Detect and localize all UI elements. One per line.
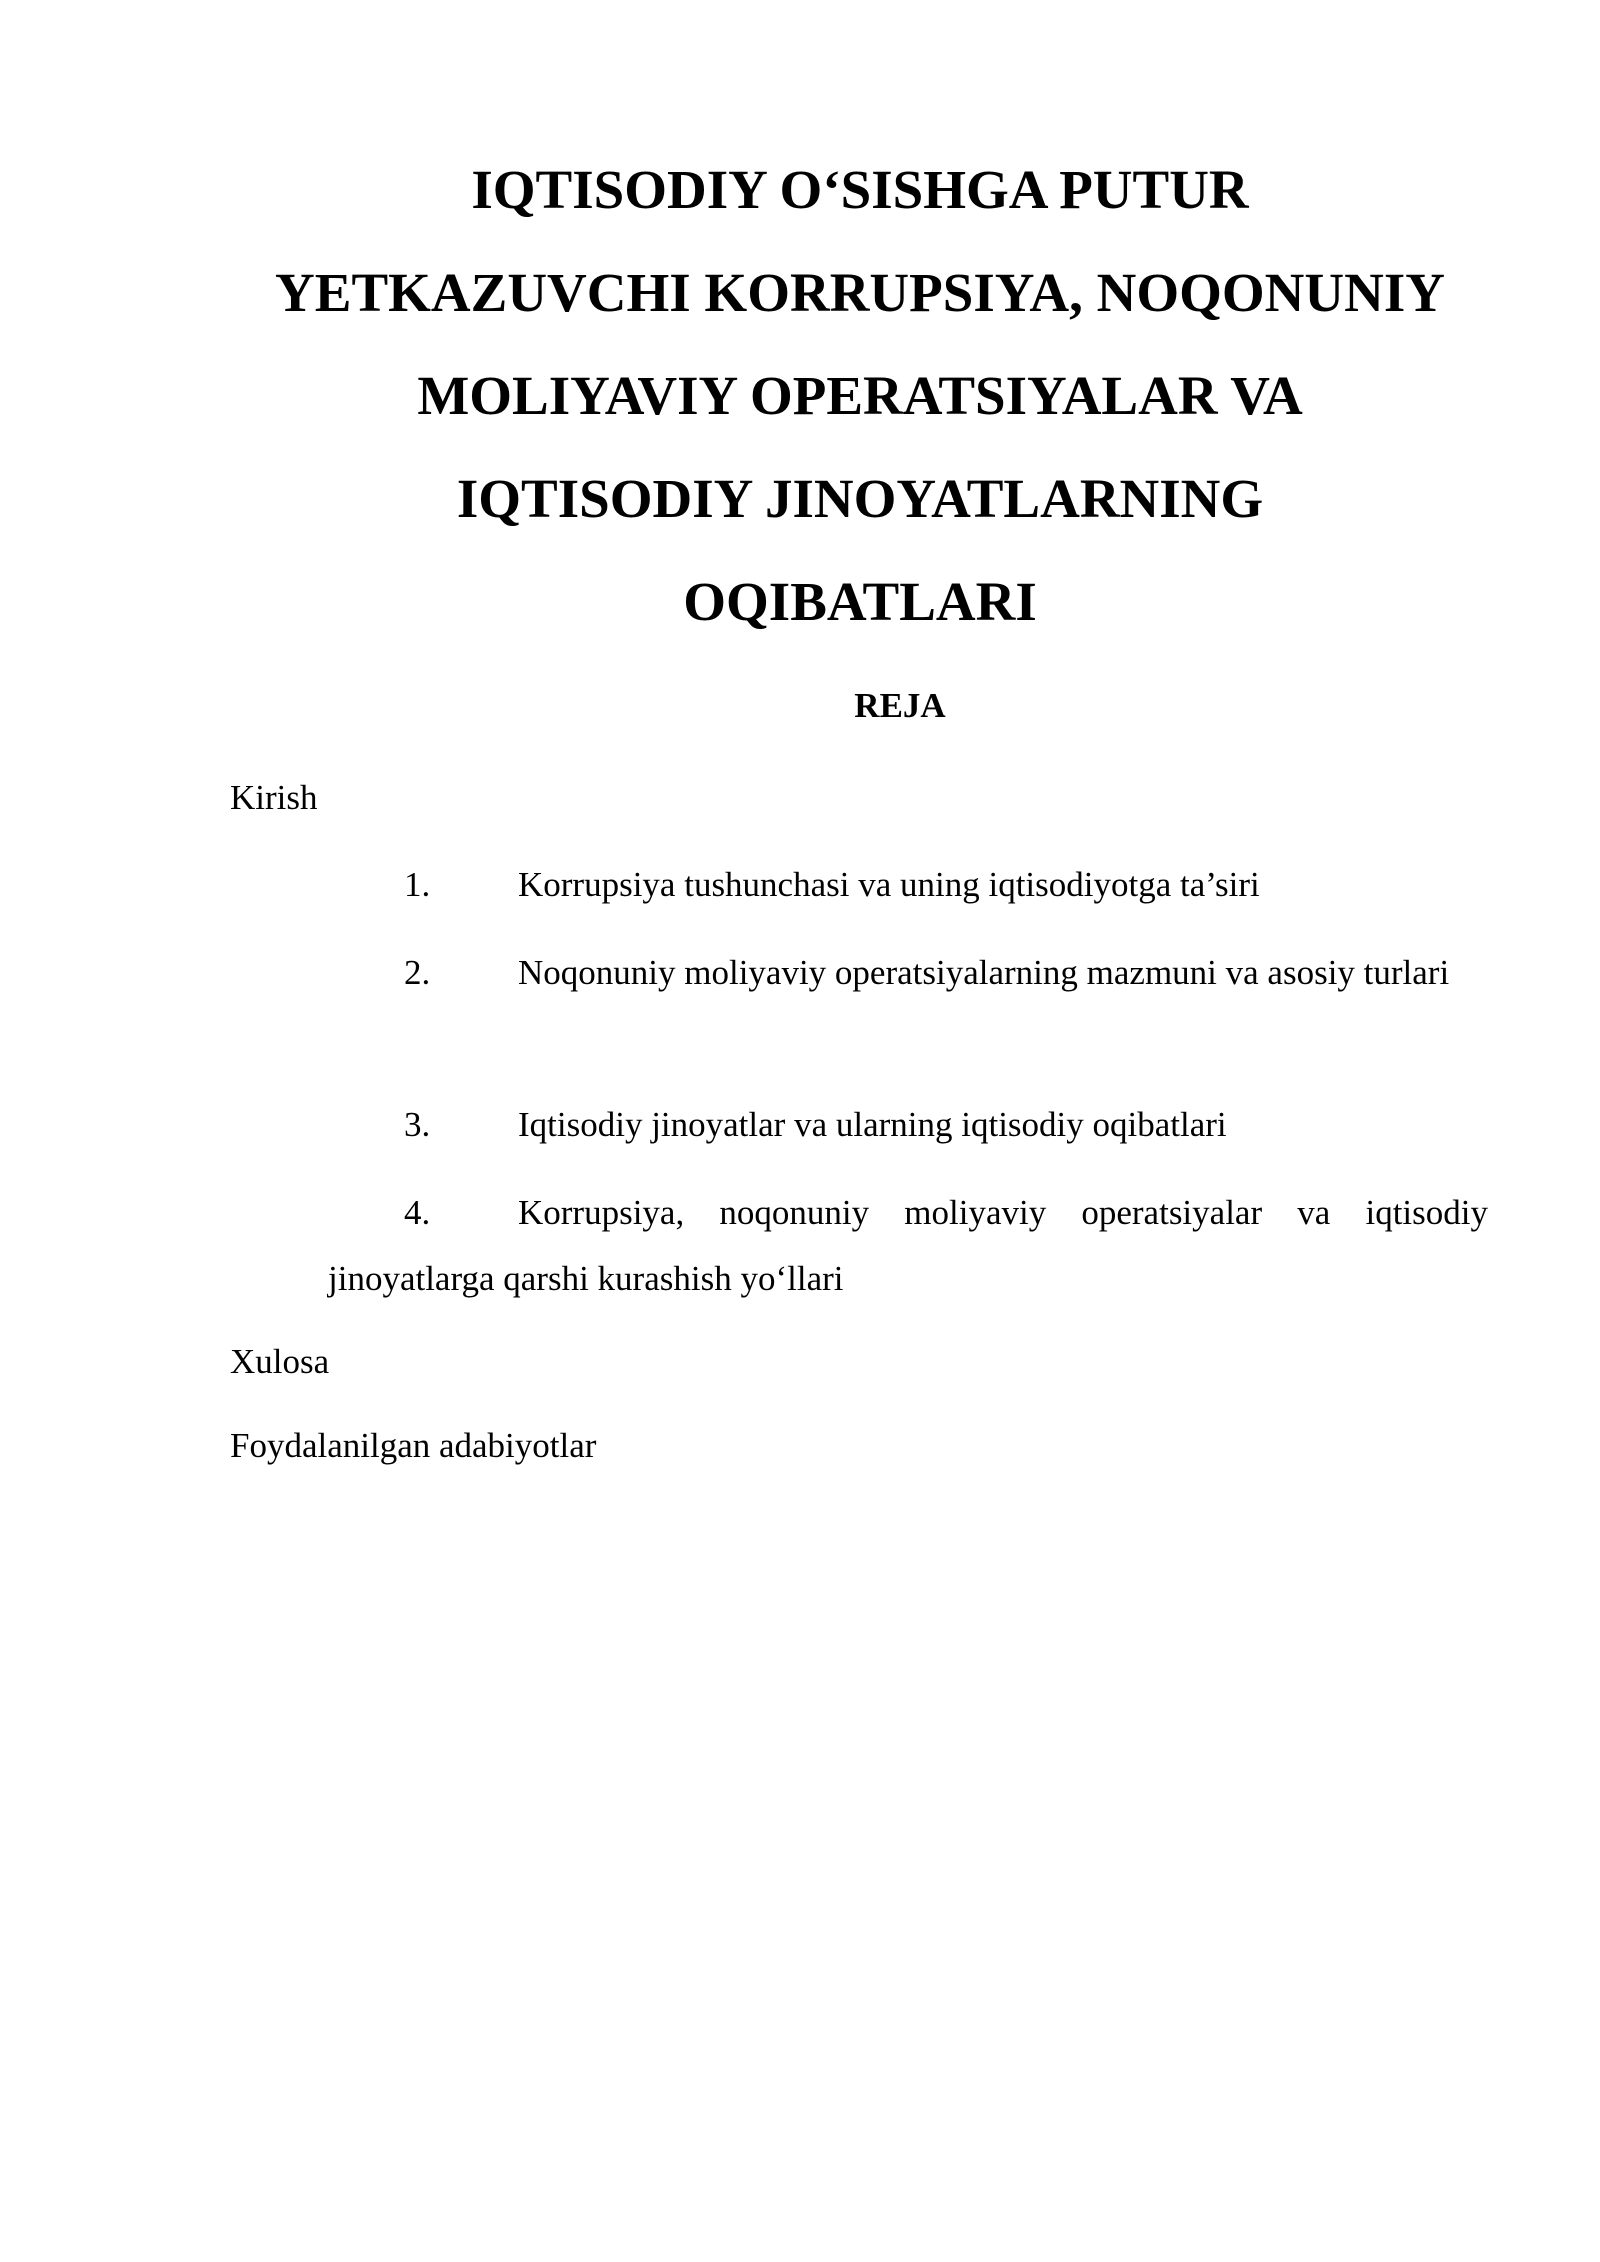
plan-heading: REJA xyxy=(854,686,946,725)
title-line: IQTISODIY O‘SISHGA PUTUR xyxy=(471,159,1249,220)
plan-item-text: Iqtisodiy jinoyatlar va ularning iqtisodiy oqibatlari xyxy=(518,1105,1227,1144)
document-title xyxy=(230,138,1490,653)
plan-item xyxy=(328,1092,1488,1158)
plan-item xyxy=(328,1180,1488,1312)
plan-item xyxy=(328,940,1488,1006)
title-line: MOLIYAVIY OPERATSIYALAR VA xyxy=(417,365,1303,426)
plan-item-text: Korrupsiya tushunchasi va uning iqtisodiyotga ta’siri xyxy=(518,865,1260,904)
plan-item-number: 4. xyxy=(404,1193,431,1232)
title-line: YETKAZUVCHI KORRUPSIYA, NOQONUNIY xyxy=(275,262,1445,323)
conclusion-entry: Xulosa xyxy=(230,1342,330,1381)
intro-entry: Kirish xyxy=(230,778,318,817)
references-entry: Foydalanilgan adabiyotlar xyxy=(230,1426,597,1465)
plan-item-number: 3. xyxy=(404,1105,431,1144)
plan-item-number: 2. xyxy=(404,953,431,992)
plan-item-text: Korrupsiya, noqonuniy moliyaviy operatsiyalar va iqtisodiy jinoyatlarga qarshi kurashish yo‘llari xyxy=(328,1193,1488,1298)
plan-item-text: Noqonuniy moliyaviy operatsiyalarning mazmuni va asosiy turlari xyxy=(518,953,1450,992)
title-line: OQIBATLARI xyxy=(683,571,1037,632)
plan-item xyxy=(328,852,1488,918)
plan-item-number: 1. xyxy=(404,865,431,904)
title-line: IQTISODIY JINOYATLARNING xyxy=(456,468,1264,529)
